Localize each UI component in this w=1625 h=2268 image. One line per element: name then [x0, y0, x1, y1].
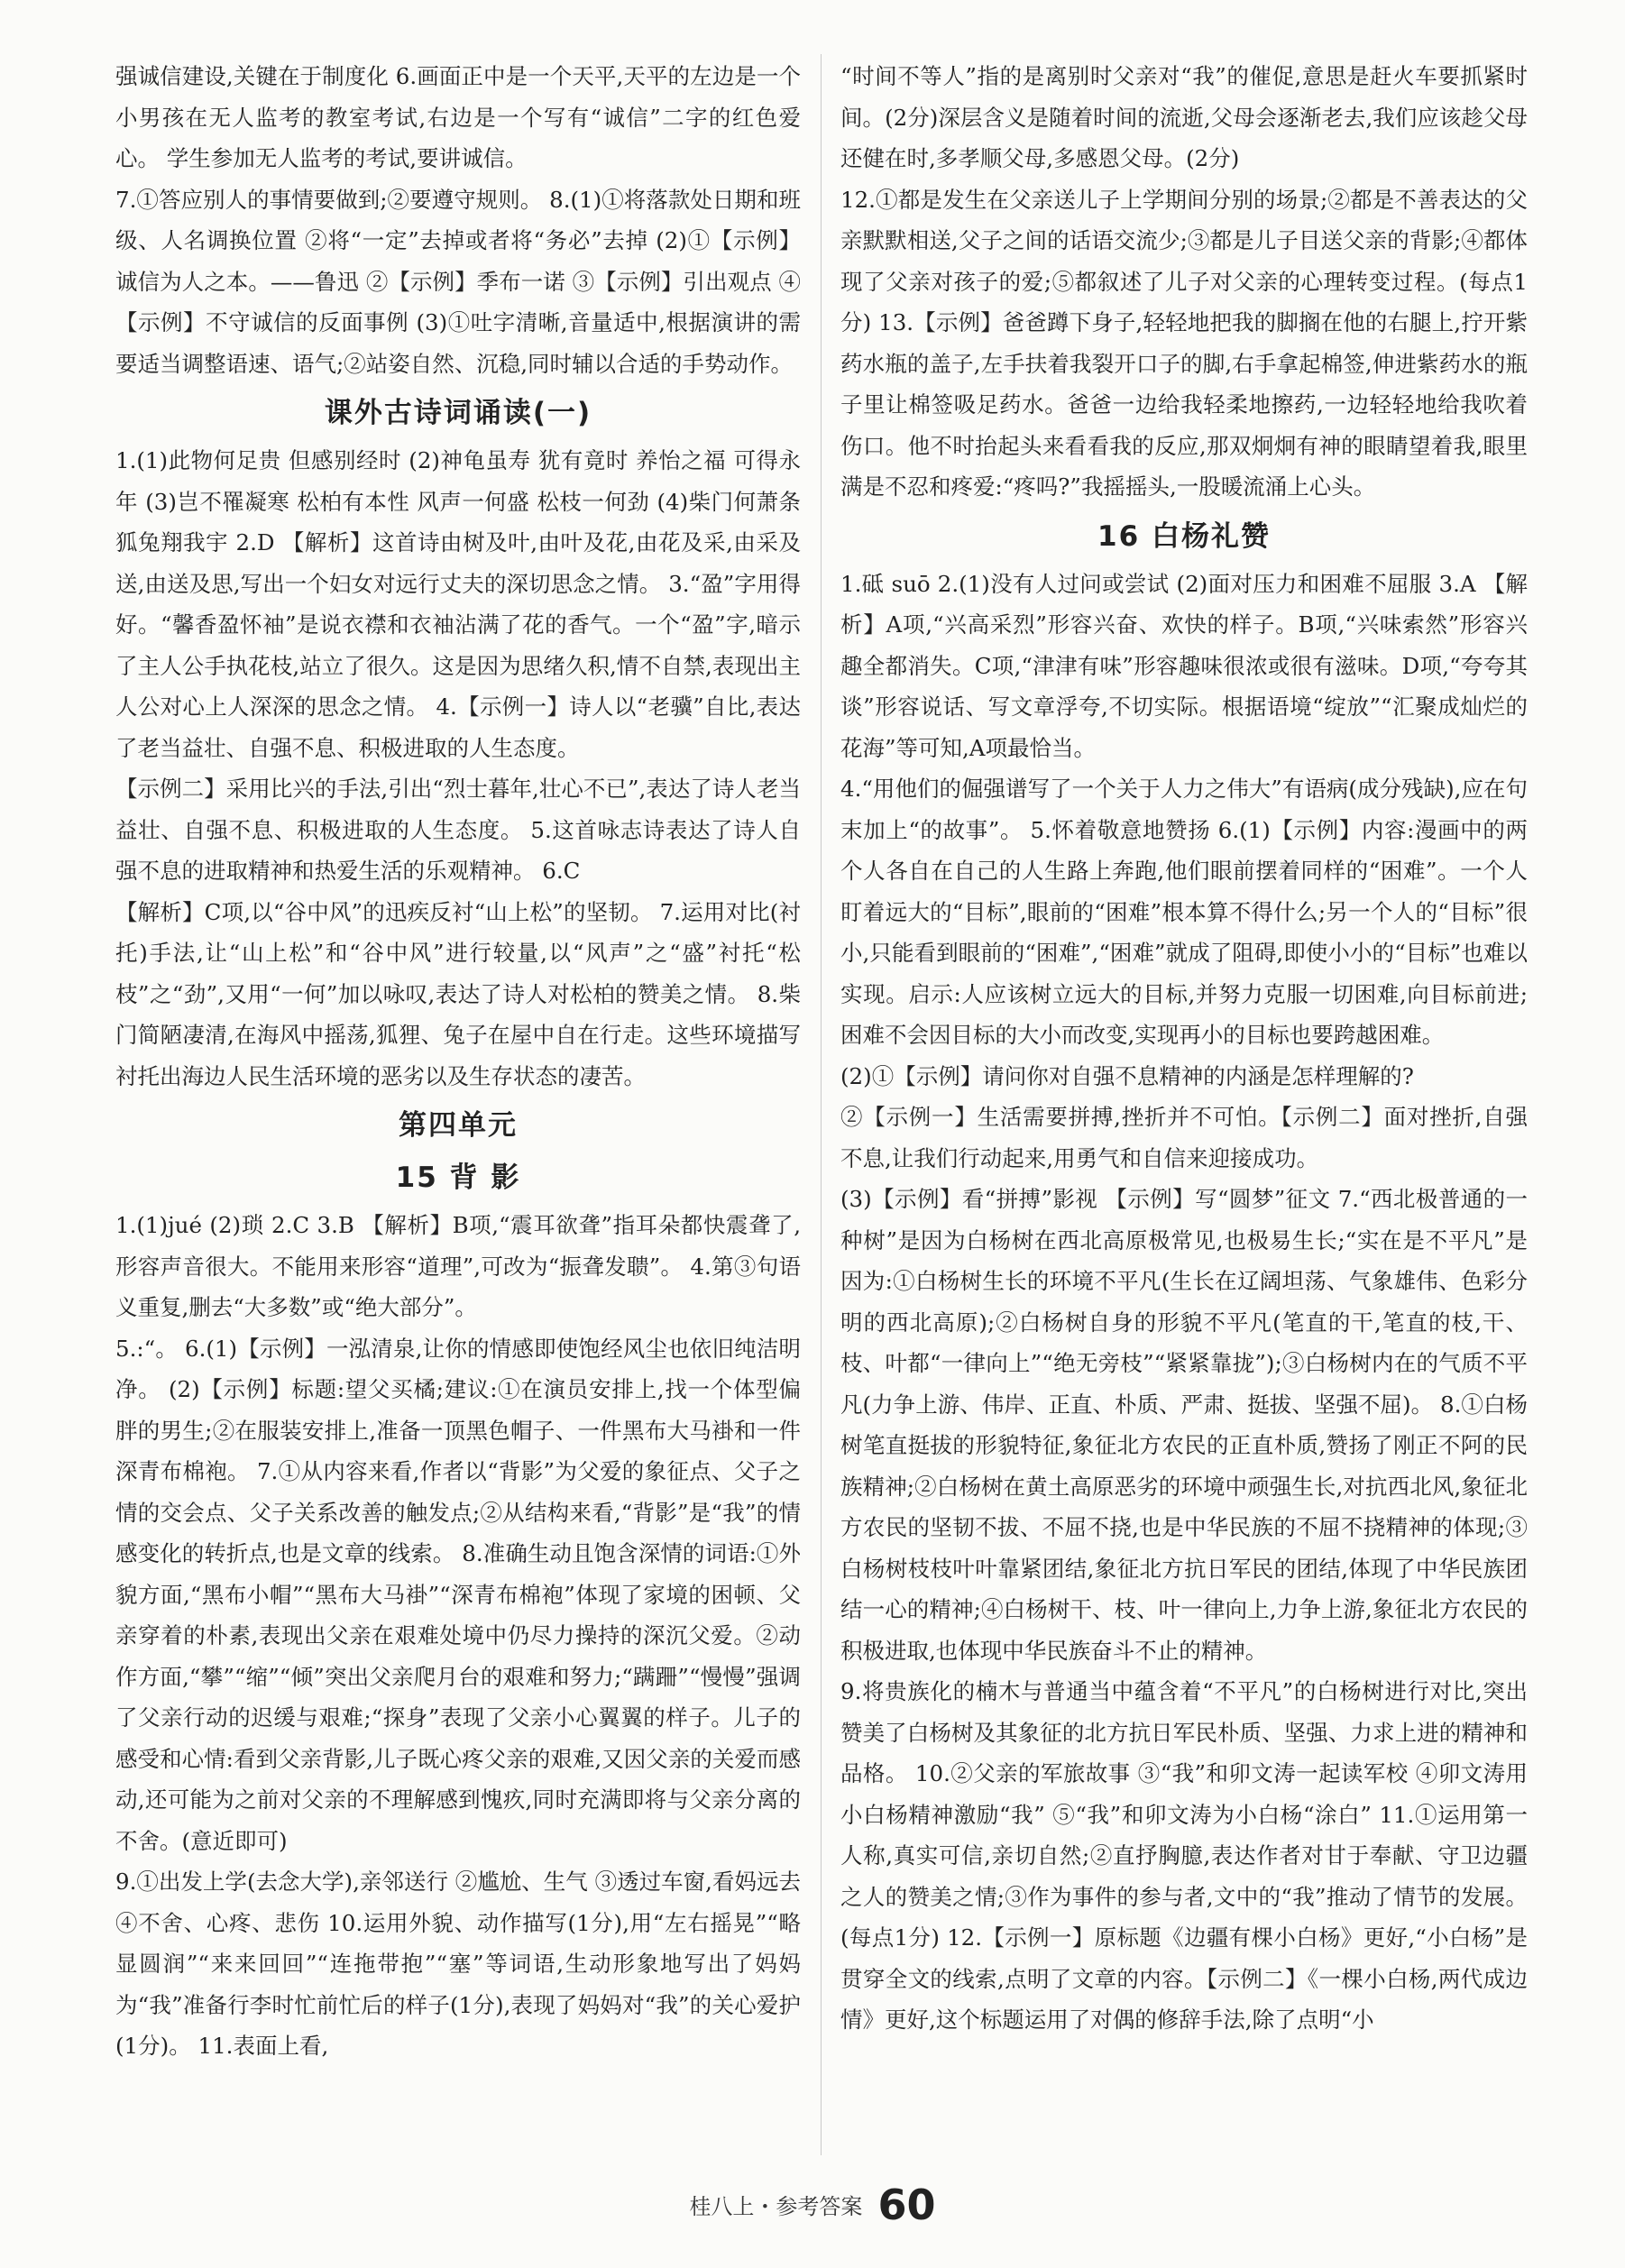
answer-paragraph: (2)①【示例】请问你对自强不息精神的内涵是怎样理解的? — [840, 1062, 1414, 1089]
answer-paragraph: 9.将贵族化的楠木与普通当中蕴含着“不平凡”的白杨树进行对比,突出赞美了白杨树及其象征的北方抗日军民朴质、坚强、力求上进的精神和品格。 10.②父亲的军旅故事 ③“我”和卯文涛一起读军校 ④卯文涛用小白杨精神激励“我” ⑤“我”和卯文涛为小白杨“涂白” 11.①运用第一人称,真实可信,亲切自然;②直抒胸臆,表达作者对甘于奉献、守卫边疆之人的赞美之情;③作为事件的参与者,文中的“我”推动了情节的发展。(每点1分) 12.【示例一】原标题《边疆有棵小白杨》更好,“小白杨”是贯穿全文的线索,点明了文章的内容。【示例二】《一棵小白杨,两代成边情》更好,这个标题运用了对偶的修辞手法,除了点明“小 — [840, 1678, 1528, 2033]
left-column — [115, 56, 801, 2067]
answer-paragraph: 【示例二】采用比兴的手法,引出“烈士暮年,壮心不已”,表达了诗人老当益壮、自强不息、积极进取的人生态度。 5.这首咏志诗表达了诗人自强不息的进取精神和热爱生活的乐观精神。 6.C — [115, 776, 801, 884]
answer-paragraph: 1.(1)此物何足贵 但感别经时 (2)神龟虽寿 犹有竟时 养怡之福 可得永年 (3)岂不罹凝寒 松柏有本性 风声一何盛 松枝一何劲 (4)柴门何萧条 狐兔翔我宇 2.D 【解析】这首诗由树及叶,由叶及花,由花及采,由采及送,由送及思,写出一个妇女对远行丈夫的深切思念之情。 3.“盈”字用得好。“馨香盈怀袖”是说衣襟和衣袖沾满了花的香气。一个“盈”字,暗示了主人公手执花枝,站立了很久。这是因为思绪久积,情不自禁,表现出主人公对心上人深深的思念之情。 4.【示例一】诗人以“老骥”自比,表达了老当益壮、自强不息、积极进取的人生态度。 — [115, 447, 801, 761]
answer-paragraph: “时间不等人”指的是离别时父亲对“我”的催促,意思是赶火车要抓紧时间。(2分)深层含义是随着时间的流逝,父母会逐渐老去,我们应该趁父母还健在时,多孝顺父母,多感恩父母。(2分) — [840, 63, 1528, 171]
answer-paragraph: 强诚信建设,关键在于制度化 6.画面正中是一个天平,天平的左边是一个小男孩在无人监考的教室考试,右边是一个写有“诚信”二字的红色爱心。 学生参加无人监考的考试,要讲诚信。 — [115, 63, 801, 171]
lesson-heading: 15 背 影 — [395, 1162, 521, 1194]
answer-paragraph: 12.①都是发生在父亲送儿子上学期间分别的场景;②都是不善表达的父亲默默相送,父子之间的话语交流少;③都是儿子目送父亲的背影;④都体现了父亲对孩子的爱;⑤都叙述了儿子对父亲的心理转变过程。(每点1分) 13.【示例】爸爸蹲下身子,轻轻地把我的脚搁在他的右腿上,拧开紫药水瓶的盖子,左手扶着我裂开口子的脚,右手拿起棉签,伸进紫药水的瓶子里让棉签吸足药水。爸爸一边给我轻柔地擦药,一边轻轻地给我吹着伤口。他不时抬起头来看看我的反应,那双炯炯有神的眼睛望着我,眼里满是不忍和疼爱:“疼吗?”我摇摇头,一股暖流涌上心头。 — [840, 186, 1528, 500]
answer-paragraph: (3)【示例】看“拼搏”影视 【示例】写“圆梦”征文 7.“西北极普通的一种树”是因为白杨树在西北高原极常见,也极易生长;“实在是不平凡”是因为:①白杨树生长的环境不平凡(生长在辽阔坦荡、气象雄伟、色彩分明的西北高原);②白杨树自身的形貌不平凡(笔直的干,笔直的枝,干、枝、叶都“一律向上”“绝无旁枝”“紧紧靠拢”);③白杨树内在的气质不平凡(力争上游、伟岸、正直、朴质、严肃、挺拔、坚强不屈)。 8.①白杨树笔直挺拔的形貌特征,象征北方农民的正直朴质,赞扬了刚正不阿的民族精神;②白杨树在黄土高原恶劣的环境中顽强生长,对抗西北风,象征北方农民的坚韧不拔、不屈不挠,也是中华民族的不屈不挠精神的体现;③白杨树枝枝叶叶靠紧团结,象征北方抗日军民的团结,体现了中华民族团结一心的精神;④白杨树干、枝、叶一律向上,力争上游,象征北方农民的积极进取,也体现中华民族奋斗不止的精神。 — [840, 1186, 1528, 1664]
answer-paragraph: 【解析】C项,以“谷中风”的迅疾反衬“山上松”的坚韧。 7.运用对比(衬托)手法,让“山上松”和“谷中风”进行较量,以“风声”之“盛”衬托“松枝”之“劲”,又用“一何”加以咏叹,表达了诗人对松柏的赞美之情。 8.柴门简陋凄清,在海风中摇荡,狐狸、兔子在屋中自在行走。这些环境描写衬托出海边人民生活环境的恶劣以及生存状态的凄苦。 — [115, 898, 801, 1089]
answer-paragraph: 9.①出发上学(去念大学),亲邻送行 ②尴尬、生气 ③透过车窗,看妈远去 ④不舍、心疼、悲伤 10.运用外貌、动作描写(1分),用“左右摇晃”“略显圆润”“来来回回”“连拖带抱”“塞”等词语,生动形象地写出了妈妈为“我”准备行李时忙前忙后的样子(1分),表现了妈妈对“我”的关心爱护(1分)。 11.表面上看, — [115, 1869, 801, 2059]
answer-paragraph: ②【示例一】生活需要拼搏,挫折并不可怕。【示例二】面对挫折,自强不息,让我们行动起来,用勇气和自信来迎接成功。 — [840, 1104, 1528, 1171]
column-divider — [821, 54, 822, 2155]
section-heading: 课外古诗词诵读(一) — [324, 397, 592, 429]
unit-heading: 第四单元 — [399, 1109, 518, 1142]
answer-paragraph: 4.“用他们的倔强谱写了一个关于人力之伟大”有语病(成分残缺),应在句末加上“的故事”。 5.怀着敬意地赞扬 6.(1)【示例】内容:漫画中的两个人各自在自己的人生路上奔跑,他们眼前摆着同样的“困难”。一个人盯着远大的“目标”,眼前的“困难”根本算不得什么;另一个人的“目标”很小,只能看到眼前的“困难”,“困难”就成了阻碍,即使小小的“目标”也难以实现。启示:人应该树立远大的目标,并努力克服一切困难,向目标前进;困难不会因目标的大小而改变,实现再小的目标也要跨越困难。 — [840, 776, 1528, 1048]
answer-paragraph: 5.:“。 6.(1)【示例】一泓清泉,让你的情感即使饱经风尘也依旧纯洁明净。 (2)【示例】标题:望父买橘;建议:①在演员安排上,找一个体型偏胖的男生;②在服装安排上,准备一顶黑色帽子、一件黑布大马褂和一件深青布棉袍。 7.①从内容来看,作者以“背影”为父爱的象征点、父子之情的交会点、父子关系改善的触发点;②从结构来看,“背影”是“我”的情感变化的转折点,也是文章的线索。 8.准确生动且饱含深情的词语:①外貌方面,“黑布小帽”“黑布大马褂”“深青布棉袍”体现了家境的困顿、父亲穿着的朴素,表现出父亲在艰难处境中仍尽力操持的深沉父爱。②动作方面,“攀”“缩”“倾”突出父亲爬月台的艰难和努力;“蹒跚”“慢慢”强调了父亲行动的迟缓与艰难;“探身”表现了父亲小心翼翼的样子。儿子的感受和心情:看到父亲背影,儿子既心疼父亲的艰难,又因父亲的关爱而感动,还可能为之前对父亲的不理解感到愧疚,同时充满即将与父亲分离的不舍。(意近即可) — [115, 1335, 801, 1854]
footer-label: 桂八上・参考答案 — [689, 2194, 863, 2219]
page-number: 60 — [877, 2181, 936, 2229]
answer-paragraph: 1.(1)jué (2)琐 2.C 3.B 【解析】B项,“震耳欲聋”指耳朵都快震聋了,形容声音很大。不能用来形容“道理”,可改为“振聋发聩”。 4.第③句语义重复,删去“大多数”或“绝大部分”。 — [115, 1212, 801, 1320]
page-footer — [0, 2181, 1625, 2229]
lesson-heading: 16 白杨礼赞 — [1097, 519, 1271, 553]
right-column — [840, 56, 1528, 2041]
answer-paragraph: 7.①答应别人的事情要做到;②要遵守规则。 8.(1)①将落款处日期和班级、人名调换位置 ②将“一定”去掉或者将“务必”去掉 (2)①【示例】诚信为人之本。——鲁迅 ②【示例】季布一诺 ③【示例】引出观点 ④【示例】不守诚信的反面事例 (3)①吐字清晰,音量适中,根据演讲的需要适当调整语速、语气;②站姿自然、沉稳,同时辅以合适的手势动作。 — [115, 186, 801, 377]
answer-paragraph: 1.砥 suō 2.(1)没有人过问或尝试 (2)面对压力和困难不屈服 3.A 【解析】A项,“兴高采烈”形容兴奋、欢快的样子。B项,“兴味索然”形容兴趣全都消失。C项,“津津有味”形容趣味很浓或很有滋味。D项,“夸夸其谈”形容说话、写文章浮夸,不切实际。根据语境“绽放”“汇聚成灿烂的花海”等可知,A项最恰当。 — [840, 570, 1528, 761]
